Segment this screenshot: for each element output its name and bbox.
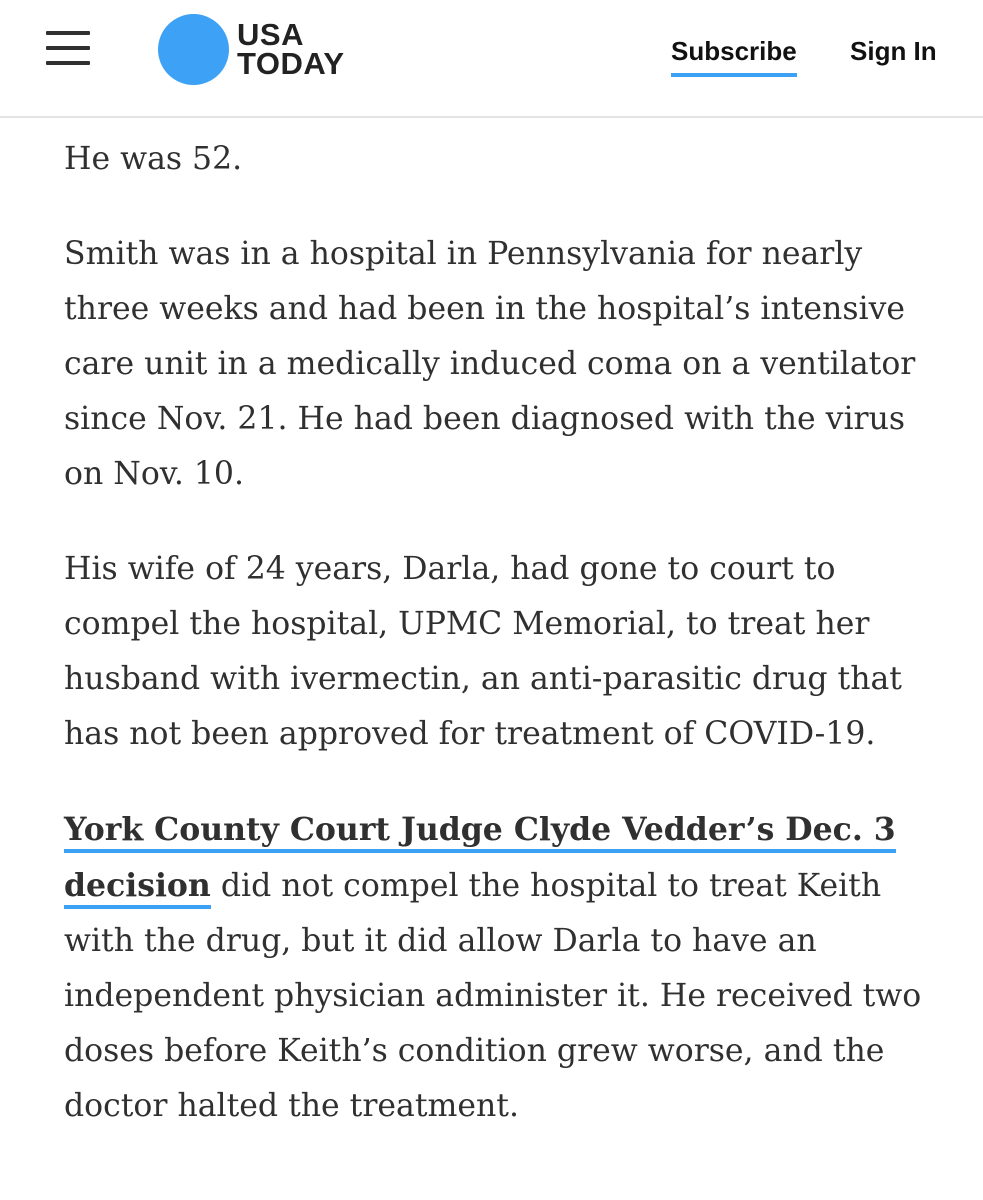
menu-bar — [46, 46, 90, 50]
logo-dot-icon — [158, 14, 229, 85]
subscribe-link[interactable]: Subscribe — [671, 36, 797, 77]
usa-today-logo[interactable] — [158, 13, 345, 85]
court-decision-link[interactable]: York County Court Judge Clyde Vedder’s Dec. 3 decision — [64, 811, 896, 909]
article-paragraph: His wife of 24 years, Darla, had gone to court to compel the hospital, UPMC Memorial, to treat her husband with ivermectin, an anti-parasitic drug that has not been approved for treatment of COVID-19. — [64, 551, 902, 752]
hamburger-menu-icon[interactable] — [46, 31, 90, 65]
article-body — [64, 132, 944, 1174]
paragraph-text: did not compel the hospital to treat Keith with the drug, but it did allow Darla to have an independent physician administer it. He received two doses before Keith’s condition grew worse, and the doctor halted the treatment. — [64, 868, 922, 1124]
logo-line-1: USA — [237, 17, 304, 52]
article-paragraph: He was 52. — [64, 141, 243, 177]
menu-bar — [46, 61, 90, 65]
site-header — [0, 0, 983, 118]
article-paragraph: Smith was in a hospital in Pennsylvania for nearly three weeks and had been in the hospital’s intensive care unit in a medically induced coma on a ventilator since Nov. 21. He had been diagnosed with the virus on Nov. 10. — [64, 236, 916, 492]
sign-in-link[interactable]: Sign In — [850, 36, 937, 66]
logo-line-2: TODAY — [237, 46, 345, 81]
article-paragraph — [64, 802, 944, 1134]
menu-bar — [46, 31, 90, 35]
logo-wordmark — [237, 17, 345, 81]
